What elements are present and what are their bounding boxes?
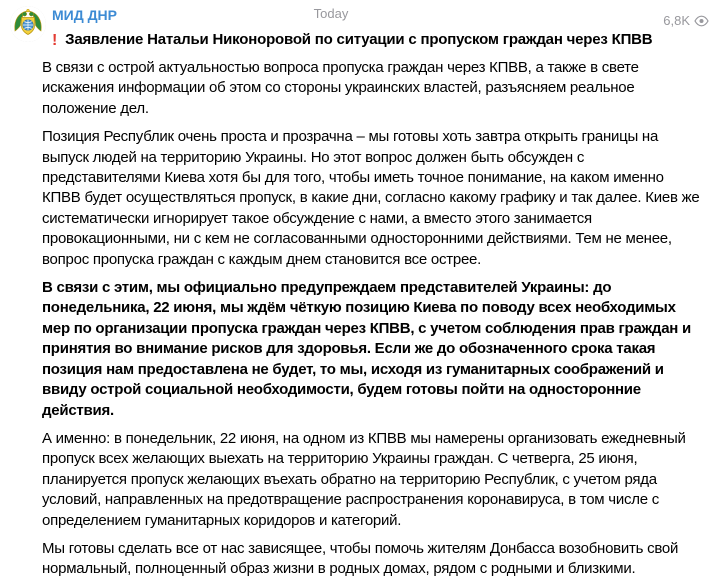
message-paragraph: В связи с острой актуальностью вопроса пропуска граждан через КПВВ, а также в свете искажения информации об этом со стороны украинских властей, разъясняем реальное положение дел.: [42, 59, 639, 117]
dnr-emblem-icon: [10, 6, 46, 42]
message-paragraph: В связи с этим, мы официально предупреждаем представителей Украины: до понедельника, 22 июня, мы ждём чёткую позицию Киева по поводу всех необходимых мер по организации пропуска граждан через КПВВ, с учетом соблюдения прав граждан и принятия во внимание рисков для здоровья. Если же до обозначенного срока такая позиция нам предоставлена не будет, то мы, исходя из гуманитарных соображений и ввиду острой социальной необходимости, будем готовы пойти на односторонние действия.: [42, 279, 691, 419]
message-paragraph: Позиция Республик очень проста и прозрачна – мы готовы хоть завтра открыть границы на выпуск людей на территорию Украины. Но этот вопрос должен быть обсужден с представителями Киева хотя бы для того, чтобы иметь точное понимание, на каком именно КПВВ будет осуществляться пропуск, в какие дни, согласно какому графику и так далее. Киев же систематически игнорирует такое обсуждение с нами, а вместо этого занимается провокационными, ни с кем не согласованными односторонними действиями. Тем не менее, вопрос пропуска граждан с каждым днем становится все острее.: [42, 128, 700, 268]
message: [42, 7, 706, 580]
message-title: [42, 30, 706, 50]
channel-name[interactable]: МИД ДНР: [52, 7, 118, 23]
message-paragraph: Мы готовы сделать все от нас зависящее, чтобы помочь жителям Донбасса возобновить свой нормальный, полноценный образ жизни в родных домах, рядом с родными и близкими.: [42, 539, 679, 578]
channel-avatar[interactable]: [10, 6, 46, 42]
message-paragraph: А именно: в понедельник, 22 июня, на одном из КПВВ мы намерены организовать ежедневный пропуск всех желающих выехать на территорию Украины граждан. С четверга, 25 июня, планируется пропуск желающих въехать обратно на территорию Республик, с учетом ряда условий, направленных на предотвращение распространения коронавируса, в том числе с определением гуманитарных коридоров и категорий.: [42, 429, 686, 529]
date-header[interactable]: Today: [313, 6, 349, 21]
red-exclamation-icon: !: [52, 32, 58, 49]
message-title-text: Заявление Натальи Никоноровой по ситуации с пропуском граждан через КПВВ: [65, 31, 653, 48]
views-count: 6,8K: [663, 13, 690, 28]
